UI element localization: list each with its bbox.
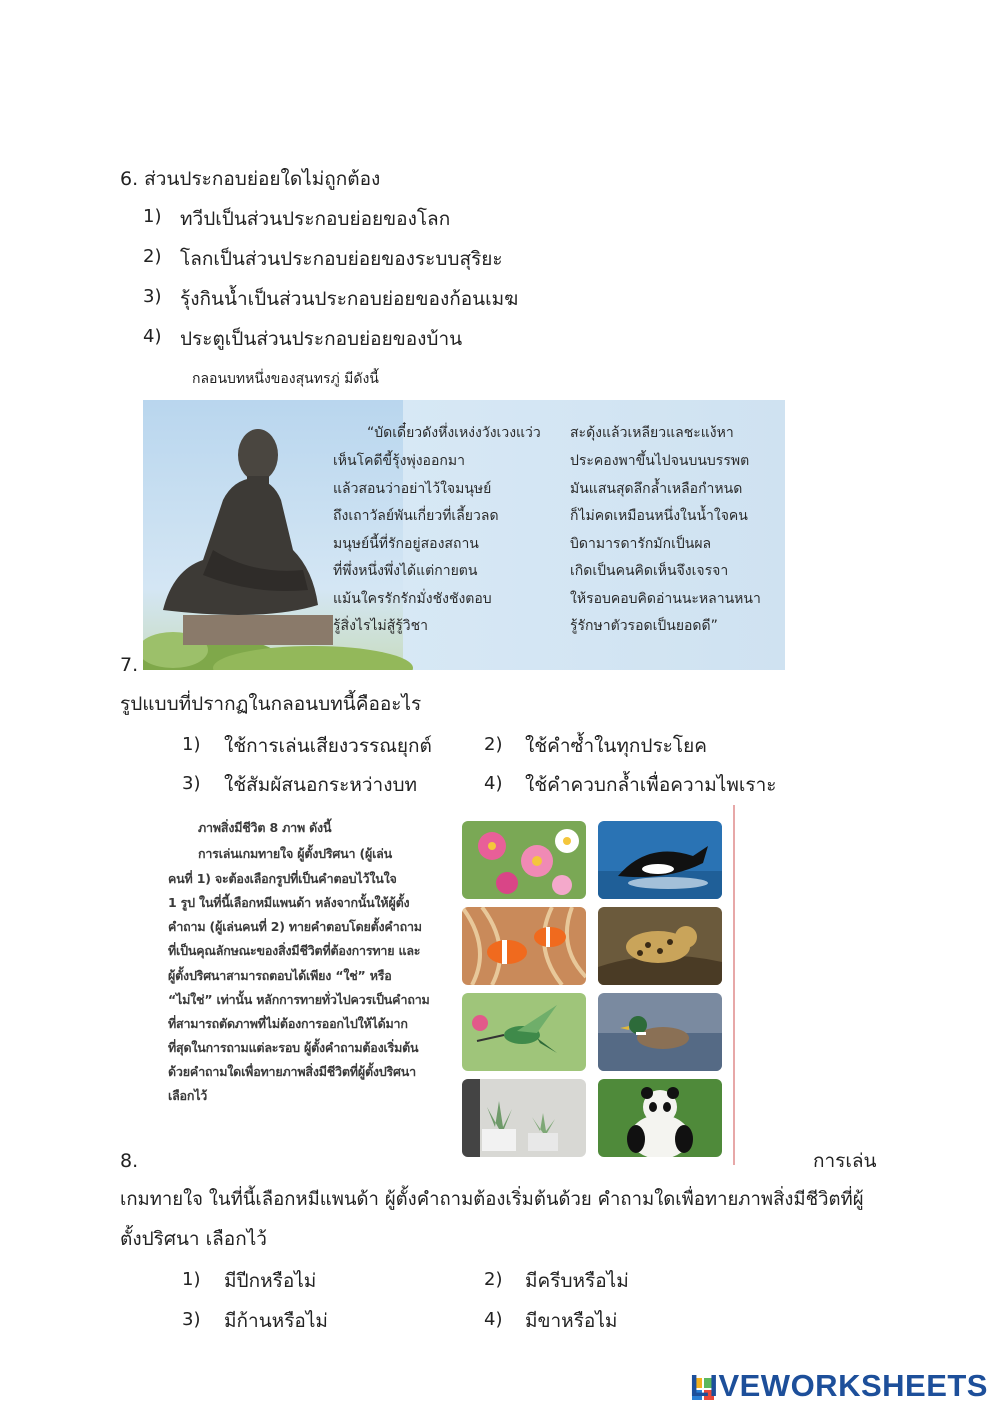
option-number: 4) [484,1309,503,1330]
poem-left-line: มนุษย์นี้ที่รักอยู่สองสถาน [333,536,479,552]
option-text: ใช้การเล่นเสียงวรรณยุกต์ [224,735,432,757]
game-text-line: ที่สามารถตัดภาพที่ไม่ต้องการออกไปให้ได้มาก [168,1016,408,1031]
poem-right-line: ให้รอบคอบคิดอ่านนะหลานหนา [570,591,761,607]
option-number: 4) [143,326,162,347]
poem-left-line: รู้สิ่งไรไม่สู้รู้วิชา [333,618,429,634]
q8-question-line: เกมทายใจ ในที่นี้เลือกหมีแพนด้า ผู้ตั้งคำถามต้องเริ่มต้นด้วย คำถามใดเพื่อทายภาพสิ่งมีชีวิตที่ผู้ [120,1189,864,1210]
game-text-line: เลือกไว้ [168,1088,208,1103]
option-text: ประตูเป็นส่วนประกอบย่อยของบ้าน [180,328,463,350]
poem-right-line: มันแสนสุดลึกล้ำเหลือกำหนด [570,481,743,497]
q7-question: รูปแบบที่ปรากฏในกลอนบทนี้คืออะไร [120,693,422,715]
leopard-photo [598,907,722,985]
option-number: 2) [143,246,162,267]
succulents-photo [462,1079,586,1157]
flowers-photo [462,821,586,899]
poem-left-line: ถึงเถาวัลย์พันเกี่ยวที่เลี้ยวลด [333,508,499,524]
game-text-line: ที่สุดในการถามแต่ละรอบ ผู้ตั้งคำถามต้องเริ่มต้น [168,1040,419,1055]
poem-right-line: สะดุ้งแล้วเหลียวแลชะแง้หา [570,425,734,441]
poem-left-line: แล้วสอนว่าอย่าไว้ใจมนุษย์ [333,481,492,497]
game-text-line: คนที่ 1) จะต้องเลือกรูปที่เป็นคำตอบไว้ในใจ [168,871,397,886]
option-number: 2) [484,1269,503,1290]
poem-right-line: ประคองพาขึ้นไปจนบนบรรพต [570,453,750,469]
hummingbird-photo [462,993,586,1071]
duck-photo [598,993,722,1071]
option-number: 2) [484,734,503,755]
poem-figure [143,400,785,670]
option-number: 1) [143,206,162,227]
game-text-line: คำถาม (ผู้เล่นคนที่ 2) ทายคำตอบโดยตั้งคำถาม [168,919,422,934]
option-text: มีครีบหรือไม่ [525,1270,629,1292]
poem-left-line: เห็นโคดีขี้รุ้งพุ่งออกมา [333,453,465,469]
figure-edge-line [733,805,735,1165]
clownfish-photo [462,907,586,985]
option-text: มีปีกหรือไม่ [224,1270,317,1292]
game-title: ภาพสิ่งมีชีวิต 8 ภาพ ดังนี้ [198,820,332,835]
option-text: รุ้งกินน้ำเป็นส่วนประกอบย่อยของก้อนเมฆ [180,288,519,310]
poem-right-line: บิดามารดารักมักเป็นผล [570,536,712,552]
poem-intro: กลอนบทหนึ่งของสุนทรภู่ มีดังนี้ [192,371,379,387]
panda-photo [598,1079,722,1157]
option-number: 3) [182,773,201,794]
q6-question: 6. ส่วนประกอบย่อยใดไม่ถูกต้อง [120,168,381,190]
option-number: 1) [182,1269,201,1290]
option-text: ใช้คำควบกล้ำเพื่อความไพเราะ [525,774,777,796]
option-number: 3) [182,1309,201,1330]
game-text-line: 1 รูป ในที่นี้เลือกหมีแพนด้า หลังจากนั้นให้ผู้ตั้ง [168,895,410,910]
liveworksheets-brand[interactable]: LIVEWORKSHEETS [689,1368,988,1403]
q7-number: 7. [120,654,139,676]
game-text-line: ที่เป็นคุณลักษณะของสิ่งมีชีวิตที่ต้องการทาย และ [168,943,421,958]
poem-left-line: ที่พึ่งหนึ่งพึ่งได้แต่กายตน [333,563,478,579]
q8-question-line: ตั้งปริศนา เลือกไว้ [120,1228,267,1250]
game-text-line: ด้วยคำถามใดเพื่อทายภาพสิ่งมีชีวิตที่ผู้ตั้งปริศนา [168,1064,416,1079]
game-text-line: “ไม่ใช่” เท่านั้น หลักการทายทั่วไปควรเป็นคำถาม [168,992,430,1007]
option-number: 4) [484,773,503,794]
option-text: ใช้คำซ้ำในทุกประโยค [525,735,707,757]
poem-right-line: เกิดเป็นคนคิดเห็นจึงเจรจา [570,563,729,579]
option-number: 3) [143,286,162,307]
q8-number: 8. [120,1150,139,1172]
game-text-line: ผู้ตั้งปริศนาสามารถตอบได้เพียง “ใช่” หรือ [168,968,392,983]
poem-right-line: รู้รักษาตัวรอดเป็นยอดดี” [570,618,718,634]
game-text-line: การเล่นเกมทายใจ ผู้ตั้งปริศนา (ผู้เล่น [198,846,392,861]
poem-left-line: “บัดเดี๋ยวดังหึ่งเหง่งวังเวงแว่ว [367,425,541,441]
q8-question-start: การเล่น [813,1150,877,1172]
option-number: 1) [182,734,201,755]
option-text: ทวีปเป็นส่วนประกอบย่อยของโลก [180,208,451,230]
option-text: มีก้านหรือไม่ [224,1310,328,1332]
option-text: ใช้สัมผัสนอกระหว่างบท [224,774,418,796]
option-text: โลกเป็นส่วนประกอบย่อยของระบบสุริยะ [180,248,503,270]
poem-left-line: แม้นใครรักรักมั่งชังชังตอบ [333,591,492,607]
orca-photo [598,821,722,899]
option-text: มีขาหรือไม่ [525,1310,618,1332]
poem-right-line: ก็ไม่คดเหมือนหนึ่งในน้ำใจคน [570,508,748,524]
